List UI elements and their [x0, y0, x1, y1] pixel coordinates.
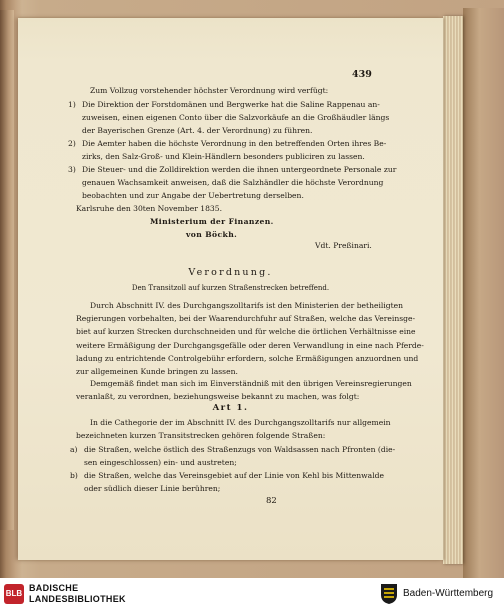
paragraph-line: Durch Abschnitt IV. des Durchgangszolltarifs ist den Ministerien der betheiligten: [90, 301, 404, 310]
paragraph-line: Regierungen vorbehalten, bei der Waarendurchfuhr auf Straßen, welche das Vereinsge-: [76, 314, 416, 324]
date-line: Karlsruhe den 30ten November 1835.: [76, 204, 222, 213]
library-name-line-2: LANDESBIBLIOTHEK: [29, 594, 126, 604]
document-subtitle: Den Transitzoll auf kurzen Straßenstrecken betreffend.: [131, 284, 330, 292]
vdt-line: Vdt. Preßinari.: [315, 241, 372, 250]
article-heading: Art 1.: [212, 403, 249, 413]
list-marker: 1): [68, 100, 76, 109]
list-item-line: Die Steuer- und die Zolldirektion werden die ihnen untergeordnete Personale zur: [82, 165, 397, 174]
paragraph-line: zur allgemeinen Kunde bringen zu lassen.: [76, 367, 238, 376]
list-item-line: die Straßen, welche das Vereinsgebiet auf der Linie von Kehl bis Mittenwalde: [84, 471, 384, 480]
list-marker: 3): [68, 165, 76, 174]
left-page-edge: [0, 10, 14, 530]
paragraph-line: veranlaßt, zu verordnen, beziehungsweise bekannt zu machen, was folgt:: [76, 392, 360, 402]
list-marker: b): [70, 471, 78, 480]
state-label: Baden-Württemberg: [403, 588, 494, 599]
list-item-line: zuweisen, einen eigenen Conto über die Salzvorkäufe an die Großhäudler längs: [82, 113, 390, 122]
signer-line: von Böckh.: [186, 230, 238, 239]
paragraph-line: ladung zu entrichtende Controlgebühr erfordern, solche Ermäßigungen anzuordnen und: [76, 353, 419, 363]
list-marker: 2): [68, 139, 76, 148]
document-title: Verordnung.: [188, 267, 273, 278]
list-item-line: Die Aemter haben die höchste Verordnung in den betreffenden Orten ihres Be-: [82, 139, 387, 148]
paragraph-line: In die Cathegorie der im Abschnitt IV. des Durchgangszolltarifs nur allgemein: [90, 418, 391, 427]
paragraph-line: bezeichneten kurzen Transitstrecken gehören folgende Straßen:: [76, 431, 326, 441]
list-item-line: Die Direktion der Forstdomänen und Bergwerke hat die Saline Rappenau an-: [82, 100, 380, 109]
page-number: 439: [352, 69, 372, 80]
paragraph-line: weitere Ermäßigung der Durchgangsgefälle oder deren Verwandlung in eine nach Pferde-: [76, 340, 424, 350]
ministry-line: Ministerium der Finanzen.: [150, 217, 274, 226]
list-item-line: zirks, den Salz-Groß- und Klein-Händlern besonders publiciren zu lassen.: [82, 152, 365, 161]
list-item-line: der Bayerischen Grenze (Art. 4. der Verordnung) zu führen.: [82, 126, 313, 135]
list-item-line: die Straßen, welche östlich des Straßenzugs von Waldsassen nach Pfronten (die-: [84, 445, 396, 454]
book-cover-board: [463, 8, 504, 578]
list-item-line: oder südlich dieser Linie berühren;: [84, 484, 221, 493]
paragraph-line: Demgemäß findet man sich im Einverständniß mit den übrigen Vereinsregierungen: [90, 379, 412, 388]
library-name-line-1: BADISCHE: [29, 583, 79, 593]
paragraph-line: biet auf kurzen Strecken durchschneiden und für welche die örtlichen Verhältnisse eine: [76, 327, 416, 337]
state-coat-of-arms-icon: [380, 583, 398, 605]
intro-line: Zum Vollzug vorstehender höchster Verordnung wird verfügt:: [90, 86, 329, 95]
list-item-line: sen eingeschlossen) ein- und austreten;: [84, 458, 237, 467]
blb-logo-icon: BLB: [4, 584, 24, 604]
list-marker: a): [70, 445, 78, 454]
folio-number: 82: [266, 496, 277, 506]
list-item-line: genauen Wachsamkeit anweisen, daß die Salzhändler die höchste Verordnung: [82, 178, 384, 187]
page-stack-edges: [443, 16, 463, 564]
list-item-line: beobachten und zur Angabe der Uebertretung derselben.: [82, 191, 304, 200]
